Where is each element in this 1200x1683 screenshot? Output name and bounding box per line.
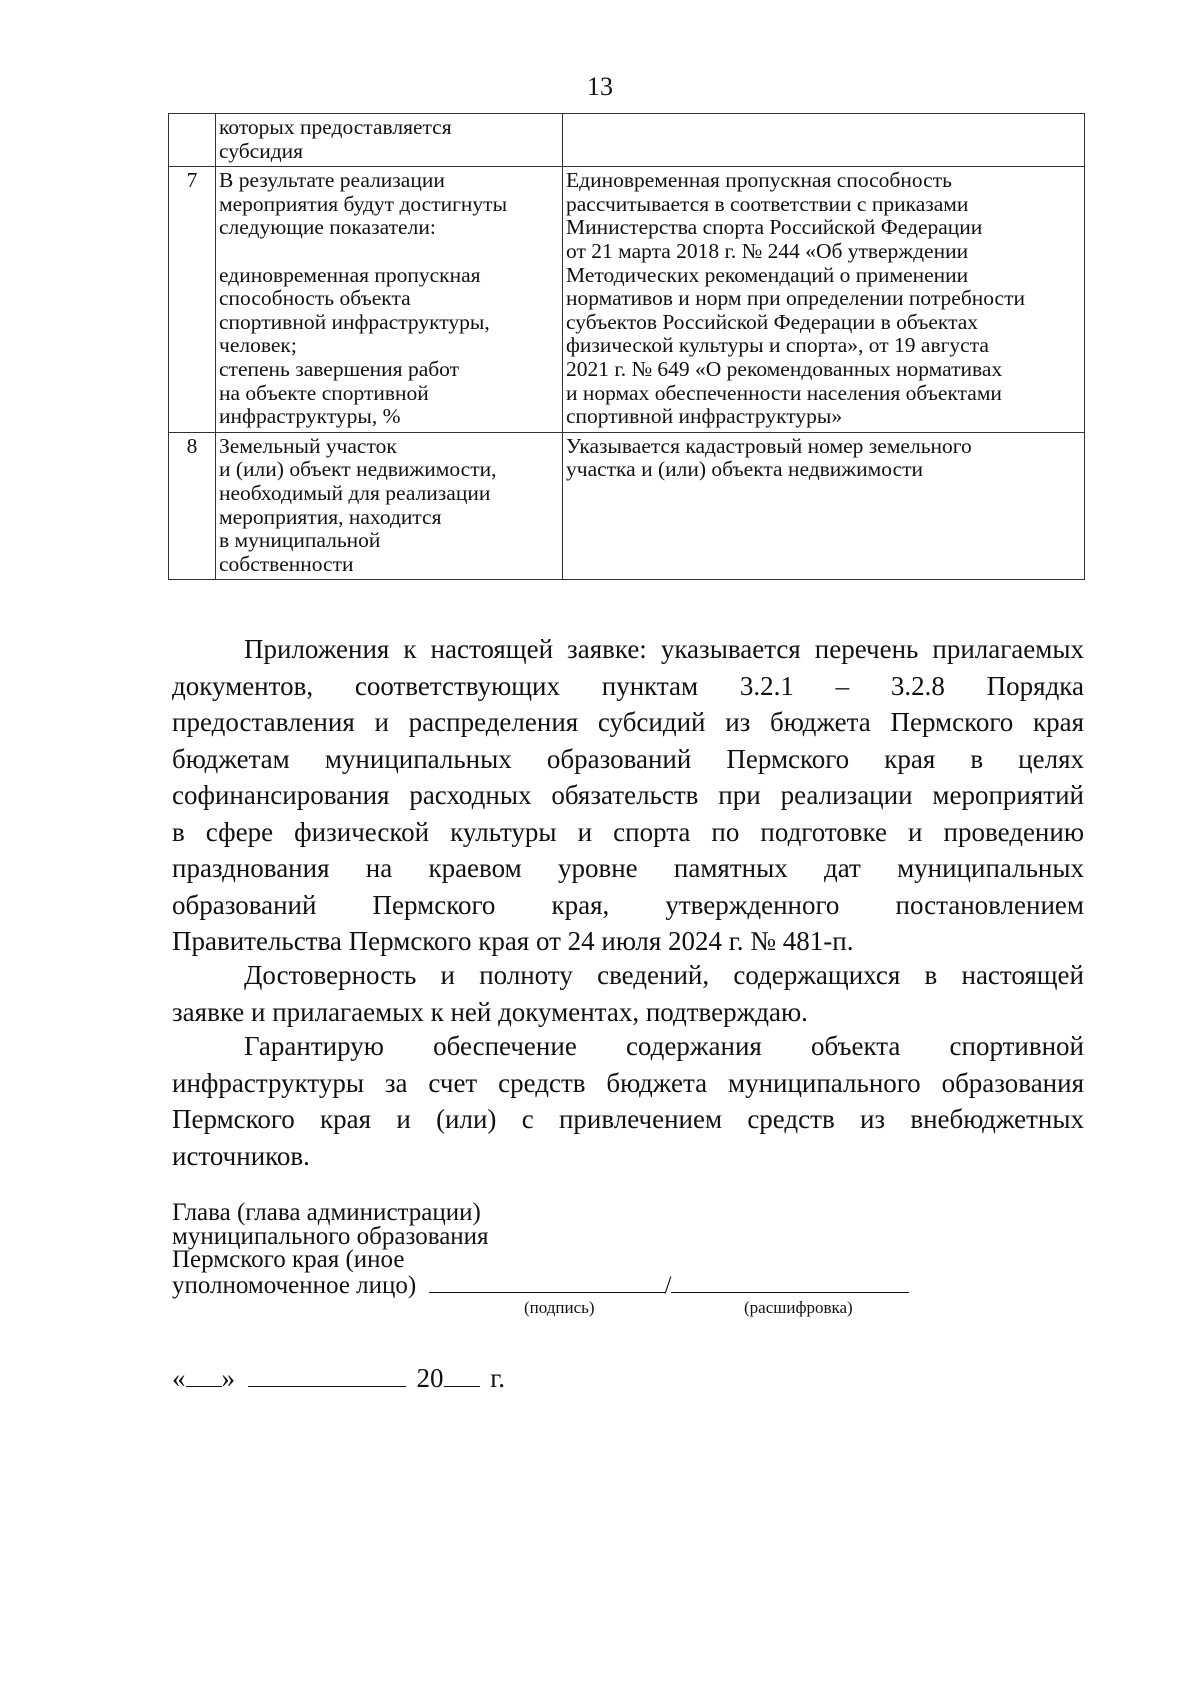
cell-line: степень завершения работ — [219, 356, 460, 381]
paragraph-guarantee — [172, 1028, 1084, 1174]
paragraph-line: Гарантирую обеспечение содержания объекта спортивной — [244, 1031, 1084, 1061]
year-suffix: г. — [490, 1363, 506, 1393]
cell-line: которых предоставляется — [219, 115, 452, 139]
paragraph-line: Приложения к настоящей заявке: указывается перечень прилагаемых — [244, 634, 1084, 664]
row-description-cell — [563, 167, 1085, 433]
date-open-quote: « — [172, 1363, 186, 1393]
cell-line: следующие показатели: — [219, 215, 436, 240]
cell-line: единовременная пропускная — [219, 262, 481, 287]
cell-line: необходимый для реализации — [219, 480, 491, 505]
table-row — [169, 432, 1085, 580]
cell-line: на объекте спортивной — [219, 380, 429, 405]
cell-line: способность объекта — [219, 286, 411, 311]
signature-caption: (подпись) — [524, 1298, 595, 1317]
cell-line: Методических рекомендаций о применении — [566, 262, 969, 287]
signature-title-line: уполномоченное лицо) — [172, 1271, 417, 1299]
cell-line: в муниципальной — [219, 528, 381, 553]
paragraph-lines — [172, 957, 1084, 1030]
row-name-cell — [216, 167, 563, 433]
row-number: 7 — [169, 167, 216, 433]
cell-line: мероприятия будут достигнуты — [219, 191, 508, 216]
paragraph-line: источников. — [172, 1140, 310, 1171]
cell-line: Указывается кадастровый номер земельного — [566, 433, 972, 458]
signature-title-line: муниципального образования — [172, 1222, 489, 1250]
paragraph-line: предоставления и распределения субсидий из бюджета Пермского края — [172, 707, 1084, 737]
cell-line: от 21 марта 2018 г. № 244 «Об утверждении — [566, 238, 969, 263]
row-number: 8 — [169, 432, 216, 580]
year-field[interactable] — [444, 1362, 480, 1387]
paragraph-lines — [172, 1028, 1084, 1174]
date-line — [172, 1362, 505, 1394]
date-close-quote: » — [221, 1363, 235, 1393]
signature-title-line: Пермского края (иное — [172, 1246, 405, 1273]
row-description-cell — [563, 114, 1085, 167]
cell-line: Министерства спорта Российской Федерации — [566, 215, 983, 240]
paragraph-attachments — [172, 631, 1084, 960]
cell-line: и нормах обеспеченности населения объектами — [566, 380, 1002, 405]
month-field[interactable] — [248, 1362, 406, 1387]
signature-last-line — [172, 1272, 909, 1298]
paragraph-line: софинансирования расходных обязательств при реализации мероприятий — [172, 780, 1084, 810]
cell-line: субъектов Российской Федерации в объектах — [566, 309, 979, 334]
signature-title-line: Глава (глава администрации) — [172, 1199, 481, 1226]
paragraph-line: заявке и прилагаемых к ней документах, подтверждаю. — [172, 996, 808, 1027]
paragraph-line: в сфере физической культуры и спорта по подготовке и проведению — [172, 816, 1084, 847]
cell-line: человек; — [219, 333, 297, 358]
paragraph-line: празднования на краевом уровне памятных дат муниципальных — [172, 853, 1084, 883]
table-body — [169, 114, 1085, 580]
cell-line: Единовременная пропускная способность — [566, 168, 952, 193]
paragraph-line: инфраструктуры за счет средств бюджета муниципального образования — [172, 1067, 1084, 1098]
cell-line: 2021 г. № 649 «О рекомендованных нормативах — [566, 356, 1003, 381]
row-name-cell — [216, 114, 563, 167]
signature-block — [172, 1201, 909, 1297]
row-name-cell — [216, 432, 563, 580]
cell-line: инфраструктуры, % — [219, 404, 401, 429]
table-row — [169, 167, 1085, 433]
cell-line: собственности — [219, 551, 354, 576]
decoding-caption: (расшифровка) — [744, 1298, 853, 1317]
paragraph-line: документов, соответствующих пунктам 3.2.1 – 3.2.8 Порядка — [172, 670, 1084, 701]
cell-line: субсидия — [219, 138, 304, 163]
cell-line: нормативов и норм при определении потребности — [566, 286, 1025, 311]
row-description-cell — [563, 432, 1085, 580]
cell-line: физической культуры и спорта», от 19 августа — [566, 333, 989, 358]
paragraph-line: Пермского края и (или) с привлечением средств из внебюджетных — [172, 1104, 1084, 1134]
signature-field[interactable] — [429, 1272, 665, 1293]
paragraph-line: Достоверность и полноту сведений, содержащихся в настоящей — [244, 960, 1084, 990]
cell-line: Земельный участок — [219, 433, 397, 458]
cell-line: рассчитывается в соответствии с приказами — [566, 191, 969, 216]
cell-line: В результате реализации — [219, 168, 445, 193]
paragraph-line: Правительства Пермского края от 24 июля 2024 г. № 481-п. — [172, 926, 854, 956]
decoding-field[interactable] — [671, 1272, 909, 1293]
cell-line: спортивной инфраструктуры, — [219, 309, 490, 334]
cell-line: мероприятия, находится — [219, 504, 442, 529]
paragraph-line: образований Пермского края, утвержденного постановлением — [172, 889, 1084, 920]
year-prefix: 20 — [416, 1363, 444, 1393]
paragraph-lines — [172, 631, 1084, 960]
page-number: 13 — [587, 72, 613, 101]
cell-line: спортивной инфраструктуры» — [566, 404, 843, 429]
cell-line: и (или) объект недвижимости, — [219, 457, 497, 482]
day-field[interactable] — [186, 1362, 222, 1387]
cell-gap — [219, 240, 559, 264]
paragraph-reliability — [172, 957, 1084, 1030]
paragraph-line: бюджетам муниципальных образований Пермского края в целях — [172, 743, 1084, 774]
signature-separator: / — [664, 1271, 672, 1299]
row-number — [169, 114, 216, 167]
table-row — [169, 114, 1085, 167]
requirements-table — [168, 113, 1085, 580]
cell-line: участка и (или) объекта недвижимости — [566, 457, 924, 482]
